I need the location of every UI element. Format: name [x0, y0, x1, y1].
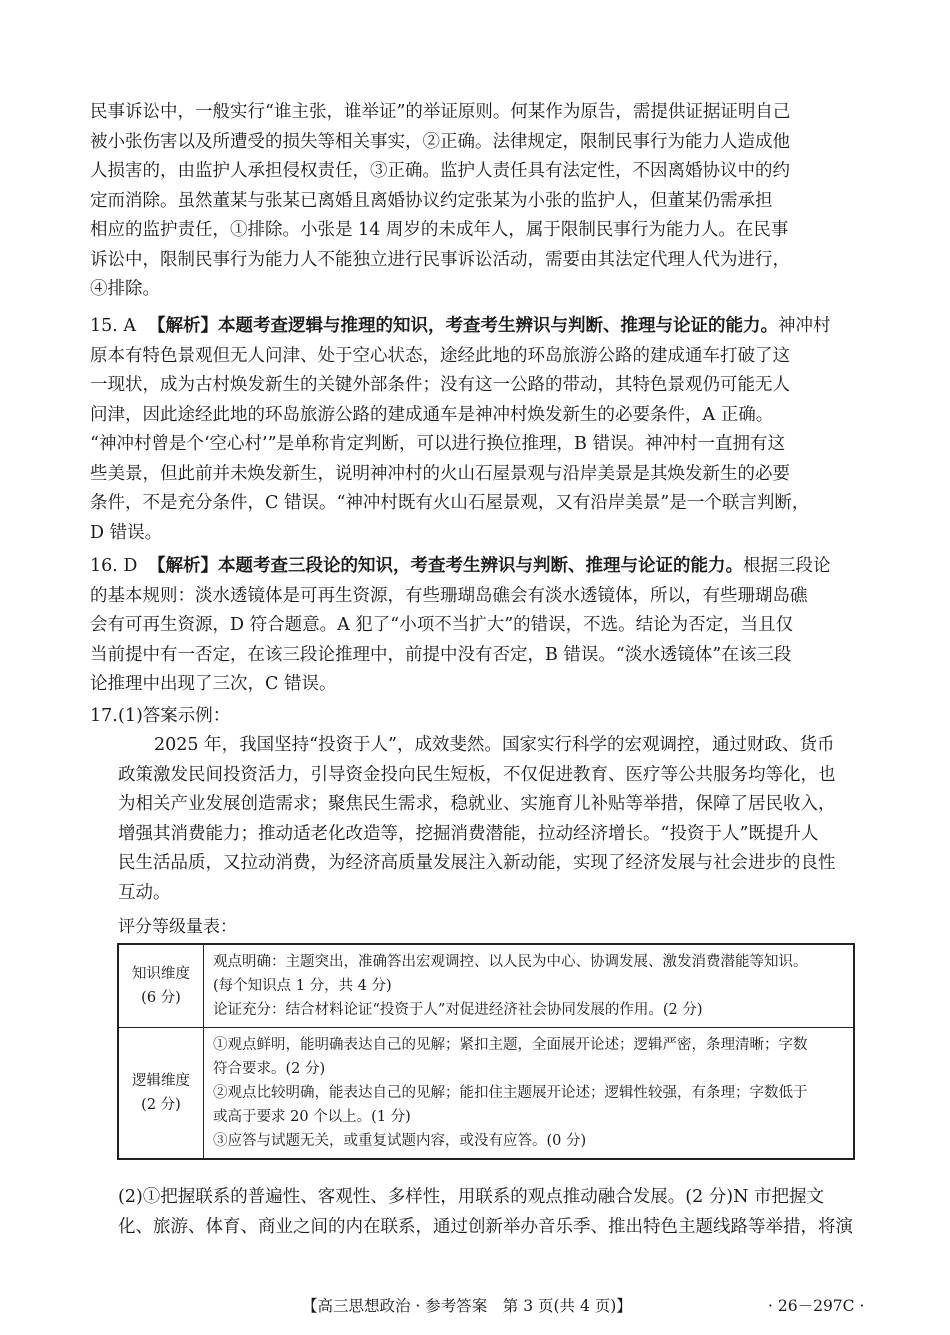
- footer-page-info: 【高三思想政治 · 参考答案 第 3 页(共 4 页)】: [302, 1297, 632, 1315]
- dimension-name: 逻辑维度: [132, 1073, 190, 1089]
- q17-part2: [118, 1183, 860, 1242]
- text-line: 增强其消费能力；推动适老化改造等，挖掘消费潜能，拉动经济增长。“投资于人”既提升人: [118, 823, 819, 844]
- criteria-line: (每个知识点 1 分，共 4 分): [213, 978, 392, 994]
- dimension-cell: [118, 1028, 204, 1160]
- text-line: 被小张伤害以及所遭受的损失等相关事实，②正确。法律规定，限制民事行为能力人造成他: [90, 131, 790, 152]
- criteria-cell: [204, 944, 855, 1028]
- scoring-table: [117, 943, 855, 1160]
- text-line: 些美景，但此前并未焕发新生，说明神冲村的火山石屋景观与沿岸美景是其焕发新生的必要: [90, 463, 790, 484]
- text-line: 一现状，成为古村焕发新生的关键外部条件；没有这一公路的带动，其特色景观仍可能无人: [90, 375, 790, 395]
- scoring-scale-title: 评分等级量表：: [118, 917, 237, 937]
- q15-first-line: [90, 312, 860, 342]
- criteria-cell: [204, 1028, 855, 1160]
- text-line: 条件，不是充分条件，C 错误。“神冲村既有火山石屋景观，又有沿岸美景”是一个联言判断，: [90, 493, 810, 513]
- text-line: D 错误。: [90, 522, 163, 543]
- criteria-line: 观点明确：主题突出，准确答出宏观调控、以人民为中心、协调发展、激发消费潜能等知识。: [213, 954, 808, 970]
- text-line: 的基本规则：淡水透镜体是可再生资源，有些珊瑚岛礁会有淡水透镜体，所以，有些珊瑚岛礁: [90, 585, 808, 606]
- q16-number: 16. D: [90, 556, 138, 576]
- q15-first-rest: 神冲村: [778, 316, 831, 336]
- text-line: (2)①把握联系的普遍性、客观性、多样性，用联系的观点推动融合发展。(2 分)N 市把握文: [118, 1187, 825, 1207]
- text-line: 互动。: [118, 882, 171, 903]
- dimension-score: (6 分): [141, 990, 181, 1006]
- text-line: 人损害的，由监护人承担侵权责任，③正确。监护人责任具有法定性，不因离婚协议中的约: [90, 161, 790, 181]
- table-row: [118, 1028, 854, 1160]
- text-line: 为相关产业发展创造需求；聚焦民生需求，稳就业、实施育儿补贴等举措，保障了居民收入，: [118, 794, 836, 814]
- text-line: 相应的监护责任，①排除。小张是 14 周岁的未成年人，属于限制民事行为能力人。在民事: [90, 220, 789, 240]
- q16-first-line: [90, 552, 860, 582]
- text-line: 民生活品质，又拉动消费，为经济高质量发展注入新动能，实现了经济发展与社会进步的良性: [118, 853, 836, 873]
- q15-number: 15. A: [90, 316, 137, 336]
- q17-essay: [118, 731, 860, 908]
- q14-continuation: [90, 98, 860, 305]
- q17-part1-label: (1)答案示例：: [118, 706, 231, 726]
- text-line: 问津，因此途经此地的环岛旅游公路的建成通车是神冲村焕发新生的必要条件，A 正确。: [90, 404, 774, 425]
- table-row: [118, 944, 854, 1028]
- q16-heading: 【解析】本题考查三段论的知识，考查考生辨识与判断、推理与论证的能力。: [148, 556, 743, 576]
- criteria-line: 论证充分：结合材料论证“投资于人”对促进经济社会协同发展的作用。(2 分): [213, 1002, 703, 1018]
- text-line: 民事诉讼中，一般实行“谁主张，谁举证”的举证原则。何某作为原告，需提供证据证明自己: [90, 102, 791, 122]
- criteria-line: 符合要求。(2 分): [213, 1061, 326, 1077]
- text-line: “神冲村曾是个‘空心村’”是单称肯定判断，可以进行换位推理，B 错误。神冲村一直拥有这: [90, 434, 785, 454]
- text-line: 论推理中出现了三次，C 错误。: [90, 674, 337, 694]
- criteria-line: ②观点比较明确，能表达自己的见解；能扣住主题展开论述；逻辑性较强，有条理；字数低于: [213, 1085, 808, 1101]
- q17-number: 17.: [90, 706, 118, 726]
- dimension-score: (2 分): [141, 1097, 181, 1113]
- q16-analysis: [90, 552, 860, 700]
- text-line: 2025 年，我国坚持“投资于人”，成效斐然。国家实行科学的宏观调控，通过财政、货币: [154, 735, 835, 755]
- q16-first-rest: 根据三段论: [743, 556, 831, 576]
- dimension-name: 知识维度: [132, 966, 190, 982]
- text-line: 当前提中有一否定，在该三段论推理中，前提中没有否定，B 错误。“淡水透镜体”在该三段: [90, 644, 792, 665]
- footer-code: · 26－297C ·: [768, 1297, 865, 1315]
- criteria-line: ①观点鲜明，能明确表达自己的见解；紧扣主题，全面展开论述；逻辑严密，条理清晰；字数: [213, 1037, 808, 1053]
- text-line: ④排除。: [90, 279, 160, 299]
- text-line: 会有可再生资源，D 符合题意。A 犯了“小项不当扩大”的错误，不选。结论为否定，当且仅: [90, 615, 794, 635]
- q15-analysis: [90, 312, 860, 548]
- text-line: 原本有特色景观但无人问津、处于空心状态，途经此地的环岛旅游公路的建成通车打破了这: [90, 345, 790, 366]
- q15-heading: 【解析】本题考查逻辑与推理的知识，考查考生辨识与判断、推理与论证的能力。: [148, 316, 778, 336]
- criteria-line: ③应答与试题无关，或重复试题内容，或没有应答。(0 分): [213, 1133, 587, 1149]
- text-line: 化、旅游、体育、商业之间的内在联系，通过创新举办音乐季、推出特色主题线路等举措，将演: [118, 1216, 853, 1237]
- dimension-cell: [118, 944, 204, 1028]
- text-line: 诉讼中，限制民事行为能力人不能独立进行民事诉讼活动，需要由其法定代理人代为进行，: [90, 249, 790, 270]
- text-line: 定而消除。虽然董某与张某已离婚且离婚协议约定张某为小张的监护人，但董某仍需承担: [90, 190, 773, 211]
- text-line: 政策激发民间投资活力，引导资金投向民生短板，不仅促进教育、医疗等公共服务均等化，也: [118, 764, 836, 785]
- criteria-line: 或高于要求 20 个以上。(1 分): [213, 1109, 411, 1125]
